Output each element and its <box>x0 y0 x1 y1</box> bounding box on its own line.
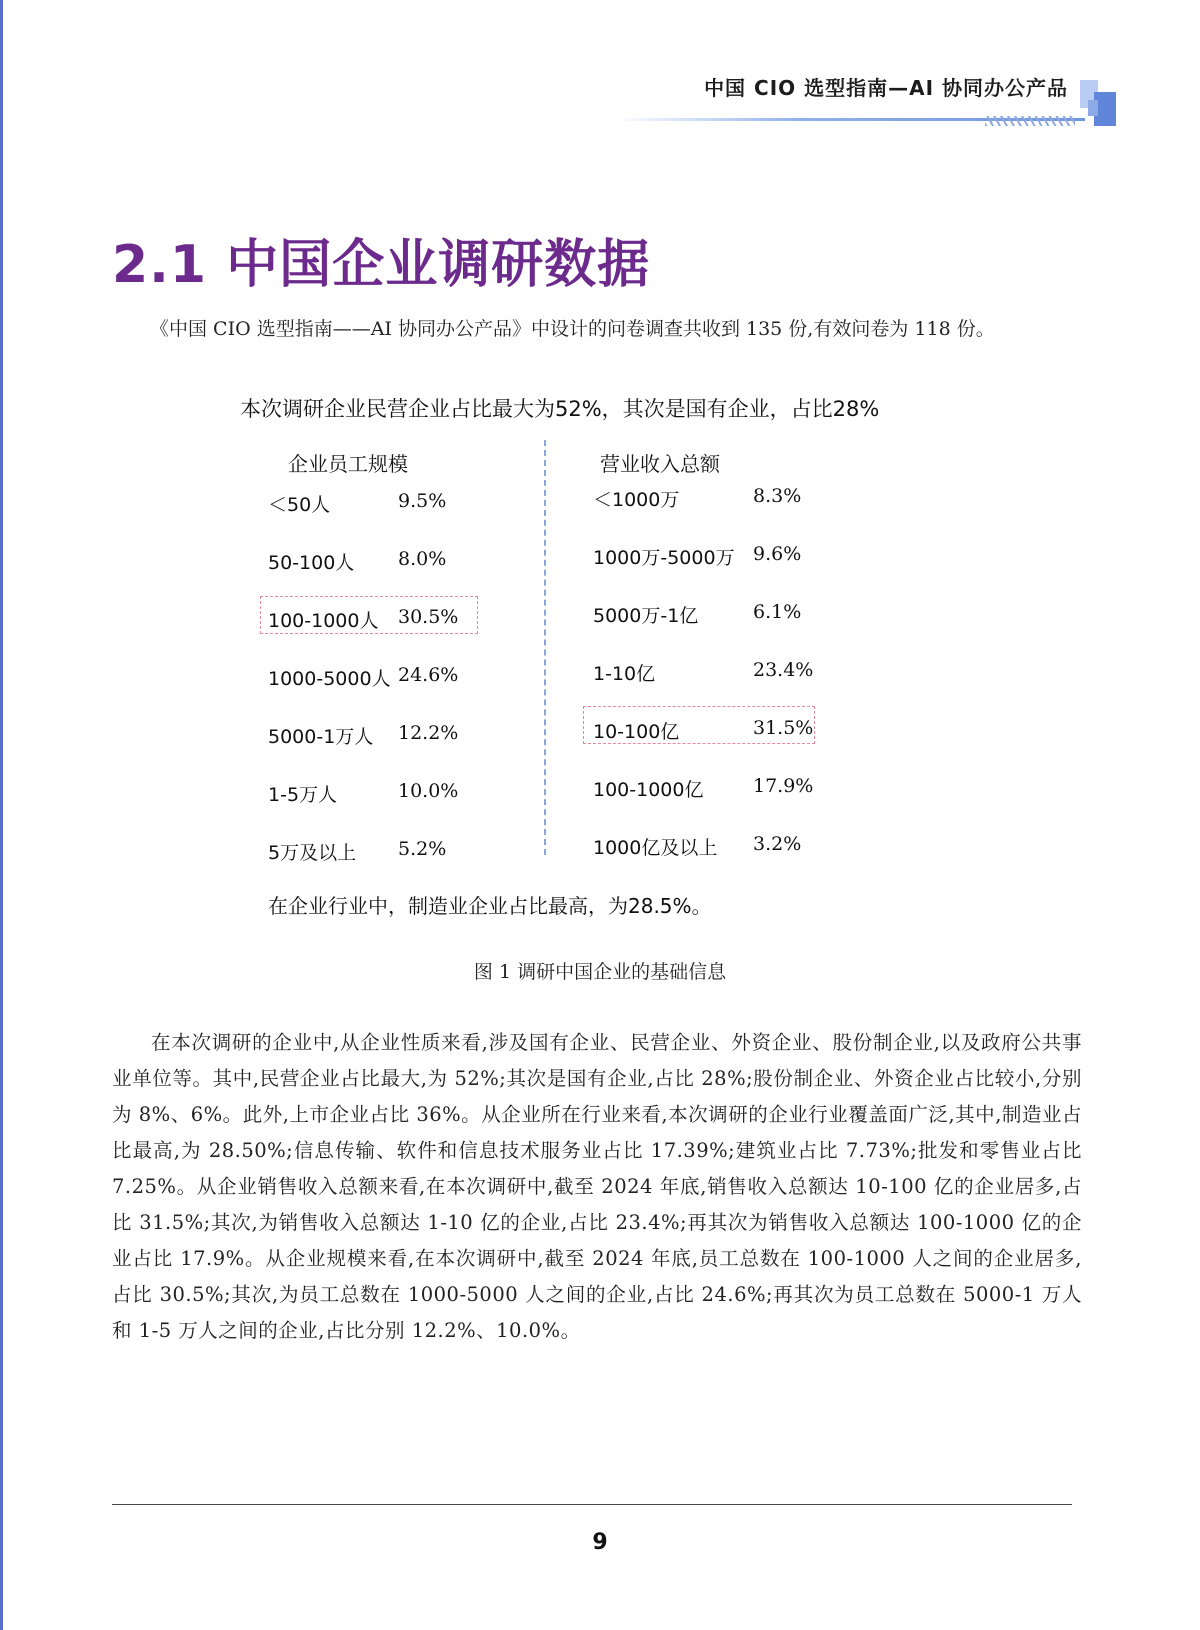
row-value: 8.3% <box>753 485 802 507</box>
figure-headline: 本次调研企业民营企业占比最大为52%，其次是国有企业，占比28% <box>240 397 880 421</box>
row-value: 9.5% <box>398 490 447 512</box>
row-label: 50-100人 <box>268 552 355 574</box>
row-label: 1000万-5000万 <box>593 547 735 569</box>
header-hatch-decoration <box>985 116 1075 126</box>
row-value: 9.6% <box>753 543 802 565</box>
row-value: 8.0% <box>398 548 447 570</box>
row-value: 24.6% <box>398 664 459 686</box>
row-value: 23.4% <box>753 659 814 681</box>
revenue-total-title: 营业收入总额 <box>600 452 720 476</box>
row-value: 12.2% <box>398 722 459 744</box>
intro-paragraph: 《中国 CIO 选型指南——AI 协同办公产品》中设计的问卷调查共收到 135 份,有效问卷为 118 份。 <box>150 318 995 340</box>
row-value: 3.2% <box>753 833 802 855</box>
row-label: 1000-5000人 <box>268 668 391 690</box>
figure-footnote: 在企业行业中，制造业企业占比最高，为28.5%。 <box>268 894 712 918</box>
row-label: 1-5万人 <box>268 784 338 806</box>
row-value: 6.1% <box>753 601 802 623</box>
running-header: 中国 CIO 选型指南—AI 协同办公产品 <box>704 76 1068 100</box>
row-value: 5.2% <box>398 838 447 860</box>
body-paragraph: 在本次调研的企业中,从企业性质来看,涉及国有企业、民营企业、外资企业、股份制企业,以及政府公共事业单位等。其中,民营企业占比最大,为 52%;其次是国有企业,占比 28%;股份制企业、外资企业占比较小,分别为 8%、6%。此外,上市企业占比 36%。从企业所在行业来看,本次调研的企业行业覆盖面广泛,其中,制造业占比最高,为 28.50%;信息传输、软件和信息技术服务业占比 17.39%;建筑业占比 7.73%;批发和零售业占比 7.25%。从企业销售收入总额来看,在本次调研中,截至 2024 年底,销售收入总额达 10-100 亿的企业居多,占比 31.5%;其次,为销售收入总额达 1-10 亿的企业,占比 23.4%;再其次为销售收入总额达 100-1000 亿的企业占比 17.9%。从企业规模来看,在本次调研中,截至 2024 年底,员工总数在 100-1000 人之间的企业居多,占比 30.5%;其次,为员工总数在 1000-5000 人之间的企业,占比 24.6%;再其次为员工总数在 5000-1 万人和 1-5 万人之间的企业,占比分别 12.2%、10.0%。 <box>112 1031 1082 1342</box>
row-label: ＜50人 <box>268 494 331 516</box>
row-label: 5万及以上 <box>268 842 357 864</box>
row-label: 10-100亿 <box>593 721 680 743</box>
row-value: 10.0% <box>398 780 459 802</box>
header-block-decoration <box>1080 78 1120 128</box>
row-value: 17.9% <box>753 775 814 797</box>
row-label: 100-1000人 <box>268 610 379 632</box>
row-label: 5000-1万人 <box>268 726 374 748</box>
row-label: 1-10亿 <box>593 663 656 685</box>
column-divider <box>544 440 546 855</box>
section-title: 2.1 中国企业调研数据 <box>112 235 651 295</box>
footer-rule <box>112 1504 1072 1505</box>
page-number: 9 <box>592 1530 608 1555</box>
row-label: 5000万-1亿 <box>593 605 699 627</box>
row-label: 100-1000亿 <box>593 779 704 801</box>
figure-caption: 图 1 调研中国企业的基础信息 <box>473 961 727 983</box>
left-margin-rule <box>0 0 3 1630</box>
row-value: 30.5% <box>398 606 459 628</box>
row-label: 1000亿及以上 <box>593 837 718 859</box>
row-value: 31.5% <box>753 717 814 739</box>
employee-scale-title: 企业员工规模 <box>288 452 408 476</box>
employee-highlight-box <box>260 596 478 634</box>
row-label: ＜1000万 <box>593 489 680 511</box>
revenue-highlight-box <box>583 706 815 744</box>
